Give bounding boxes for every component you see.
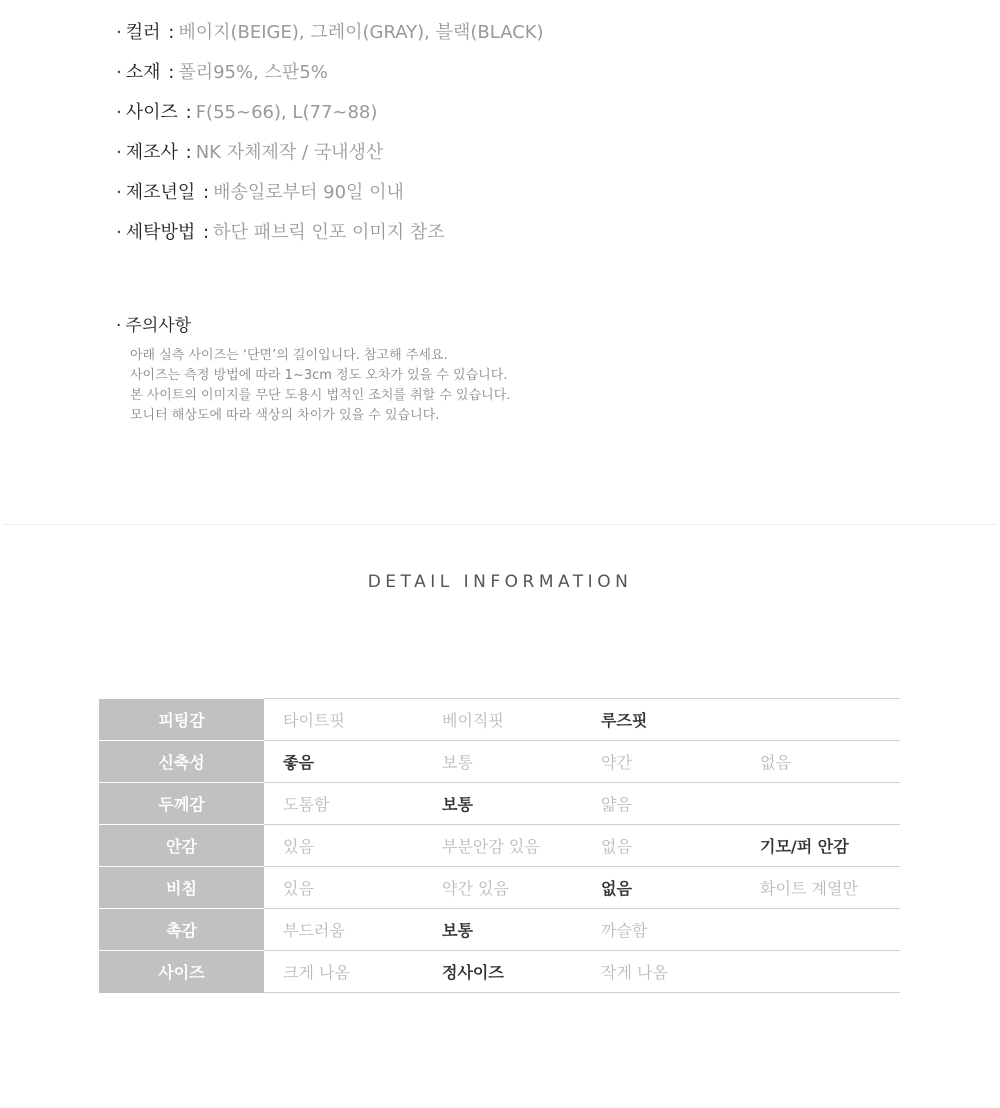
option-cell: 보통 xyxy=(423,741,582,783)
option-cell: 크게 나옴 xyxy=(264,951,423,993)
product-specs xyxy=(116,18,816,258)
spec-row-color xyxy=(116,18,816,58)
bullet-dot: · xyxy=(116,102,122,123)
row-label: 피팅감 xyxy=(99,699,264,741)
spec-value: F(55~66), L(77~88) xyxy=(195,102,378,123)
spec-row-size xyxy=(116,98,816,138)
table-row xyxy=(99,699,900,741)
option-cell: 부드러움 xyxy=(264,909,423,951)
detail-table-body xyxy=(99,699,900,993)
option-cell: 좋음 xyxy=(264,741,423,783)
option-cell xyxy=(741,699,900,741)
bullet-dot: · xyxy=(116,22,122,43)
option-cell xyxy=(741,909,900,951)
notice-line: 사이즈는 측정 방법에 따라 1~3cm 정도 오차가 있을 수 있습니다. xyxy=(130,368,508,383)
table-row xyxy=(99,951,900,993)
spec-label: 세탁방법 xyxy=(125,222,196,243)
option-cell: 까슬함 xyxy=(582,909,741,951)
option-cell: 기모/퍼 안감 xyxy=(741,825,900,867)
option-cell: 약간 xyxy=(582,741,741,783)
table-row xyxy=(99,741,900,783)
spec-separator: : xyxy=(179,102,192,123)
spec-label: 사이즈 xyxy=(125,102,178,123)
notice-line: 아래 실측 사이즈는 ‘단면’의 길이입니다. 참고해 주세요. xyxy=(130,348,448,363)
option-cell: 도톰함 xyxy=(264,783,423,825)
bullet-dot: · xyxy=(116,316,122,336)
row-label: 안감 xyxy=(99,825,264,867)
spec-value: NK 자체제작 / 국내생산 xyxy=(195,142,384,163)
spec-row-washing xyxy=(116,218,816,258)
bullet-dot: · xyxy=(116,182,122,203)
row-label: 신축성 xyxy=(99,741,264,783)
option-cell: 베이직핏 xyxy=(423,699,582,741)
notice-section xyxy=(116,312,816,426)
option-cell xyxy=(741,951,900,993)
option-cell: 없음 xyxy=(582,825,741,867)
table-row xyxy=(99,825,900,867)
bullet-dot: · xyxy=(116,62,122,83)
spec-separator: : xyxy=(197,182,210,203)
row-label: 사이즈 xyxy=(99,951,264,993)
row-label: 촉감 xyxy=(99,909,264,951)
notice-title xyxy=(116,312,816,340)
spec-row-material xyxy=(116,58,816,98)
option-cell: 보통 xyxy=(423,909,582,951)
option-cell xyxy=(741,783,900,825)
spec-label: 소재 xyxy=(125,62,161,83)
notice-lines xyxy=(130,346,816,426)
option-cell: 얇음 xyxy=(582,783,741,825)
spec-label: 컬러 xyxy=(125,22,161,43)
spec-separator: : xyxy=(162,22,175,43)
bullet-dot: · xyxy=(116,142,122,163)
spec-value: 폴리95%, 스판5% xyxy=(178,62,328,83)
spec-value: 베이지(BEIGE), 그레이(GRAY), 블랙(BLACK) xyxy=(178,22,544,43)
row-label: 비침 xyxy=(99,867,264,909)
option-cell: 보통 xyxy=(423,783,582,825)
notice-line: 본 사이트의 이미지를 무단 도용시 법적인 조치를 취할 수 있습니다. xyxy=(130,388,511,403)
option-cell: 없음 xyxy=(582,867,741,909)
option-cell: 정사이즈 xyxy=(423,951,582,993)
option-cell: 약간 있음 xyxy=(423,867,582,909)
option-cell: 작게 나옴 xyxy=(582,951,741,993)
detail-information-title: DETAIL INFORMATION xyxy=(367,572,633,592)
row-label: 두께감 xyxy=(99,783,264,825)
spec-label: 제조사 xyxy=(125,142,178,163)
table-row xyxy=(99,783,900,825)
option-cell: 루즈핏 xyxy=(582,699,741,741)
option-cell: 있음 xyxy=(264,825,423,867)
option-cell: 타이트핏 xyxy=(264,699,423,741)
spec-separator: : xyxy=(197,222,210,243)
spec-separator: : xyxy=(162,62,175,83)
notice-title-text: 주의사항 xyxy=(125,316,192,336)
spec-row-manufacturer xyxy=(116,138,816,178)
table-row xyxy=(99,867,900,909)
bullet-dot: · xyxy=(116,222,122,243)
detail-info-table xyxy=(99,698,900,993)
spec-label: 제조년일 xyxy=(125,182,196,203)
spec-separator: : xyxy=(179,142,192,163)
option-cell: 화이트 계열만 xyxy=(741,867,900,909)
option-cell: 없음 xyxy=(741,741,900,783)
section-divider xyxy=(3,524,997,525)
spec-value: 하단 패브릭 인포 이미지 참조 xyxy=(213,222,445,243)
spec-row-manufacture-date xyxy=(116,178,816,218)
spec-value: 배송일로부터 90일 이내 xyxy=(213,182,404,203)
notice-line: 모니터 해상도에 따라 색상의 차이가 있을 수 있습니다. xyxy=(130,408,440,423)
table-row xyxy=(99,909,900,951)
option-cell: 부분안감 있음 xyxy=(423,825,582,867)
option-cell: 있음 xyxy=(264,867,423,909)
